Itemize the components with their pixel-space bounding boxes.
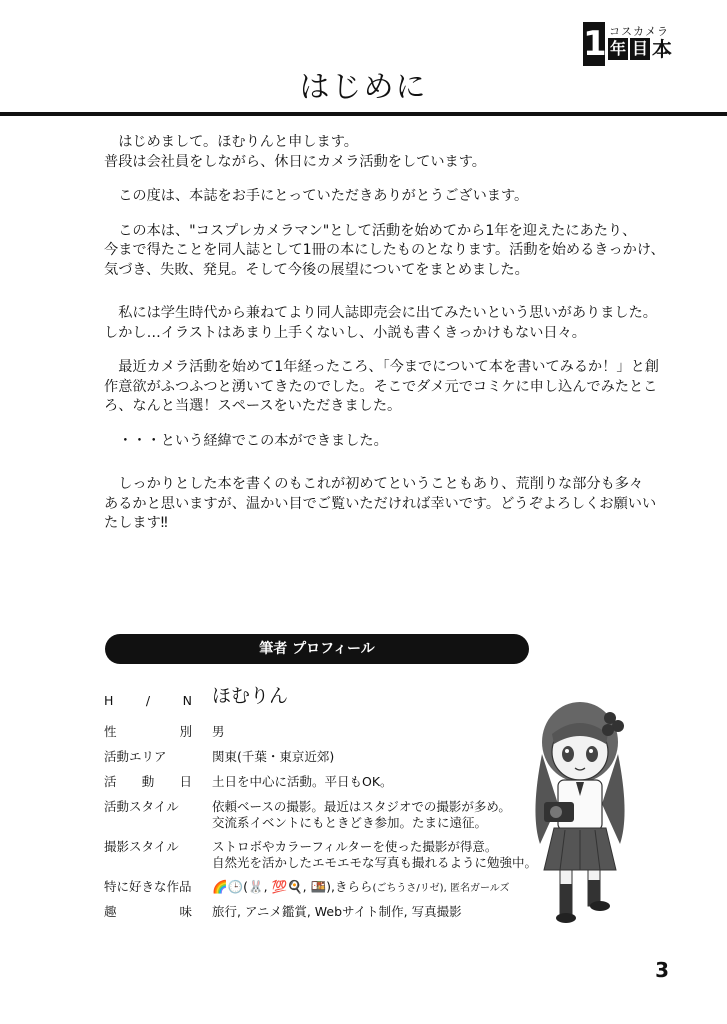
page-number: 3 — [655, 958, 669, 982]
profile-value-line: 交流系イベントにもときどき参加。たまに遠征。 — [212, 815, 488, 830]
profile-label-part: 撮影スタイル — [104, 839, 179, 854]
profile-row — [104, 722, 544, 747]
profile-label-part: 日 — [179, 774, 192, 789]
profile-value-line: 自然光を活かしたエモエモな写真も撮れるように勉強中。 — [212, 855, 538, 870]
profile-label — [104, 877, 192, 895]
profile-table — [104, 685, 544, 927]
badge-me: 目 — [631, 39, 648, 58]
left-shoe — [556, 913, 576, 923]
paragraph: はじめまして。ほむりんと申します。 普段は会社員をしながら、休日にカメラ活動をしています。 — [104, 134, 486, 170]
profile-label-part: 動 — [141, 774, 155, 789]
profile-label-part: 活動スタイル — [104, 799, 179, 814]
profile-value — [212, 685, 544, 707]
profile-value-line: 土日を中心に活動。平日もOK。 — [212, 774, 393, 789]
paragraph: しっかりとした本を書くのもこれが初めてということもあり、荒削りな部分も多々 あるかと思いますが、温かい目でご覧いただければ幸いです。どうぞよろしくお願いい たします‼ — [104, 476, 657, 531]
profile-value — [212, 837, 544, 871]
title-divider — [0, 112, 727, 116]
profile-value — [212, 902, 544, 920]
right-shoe — [590, 901, 610, 911]
badge-book: 本 — [652, 37, 672, 61]
badge-year: 年 — [609, 39, 626, 58]
badge-bottom — [608, 38, 672, 60]
profile-value-line: ほむりん — [212, 685, 289, 707]
profile-label — [104, 902, 192, 920]
profile-row — [104, 837, 544, 877]
profile-value-line: 関東(千葉・東京近郊) — [212, 749, 335, 764]
intro-text — [104, 133, 674, 534]
profile-value-line: 依頼ベースの撮影。最近はスタジオでの撮影が多め。 — [212, 799, 511, 814]
paragraph: この本は、"コスプレカメラマン"として活動を始めてから1年を迎えたにあたり、 今まで得たことを同人誌として1冊の本にしたものとなります。活動を始めるきっかけ、 気づき、失敗、発見。そして今後の展望についてをまとめました。 — [104, 222, 665, 278]
paragraph: 最近カメラ活動を始めて1年経ったころ、「今までについて本を書いてみるか！」と創 作意欲がふつふつと湧いてきたのでした。そこでダメ元でコミケに申し込んでみたとこ ろ、なんと当選！スペースをいただきました。 — [104, 359, 659, 414]
profile-row — [104, 747, 544, 772]
profile-label — [104, 837, 192, 855]
profile-label — [104, 693, 192, 708]
profile-label — [104, 747, 192, 765]
profile-value — [212, 747, 544, 765]
page-title: はじめに — [299, 70, 428, 105]
profile-row — [104, 797, 544, 837]
right-eye — [586, 746, 598, 762]
profile-label-part: / — [145, 693, 151, 708]
profile-value — [212, 722, 544, 740]
profile-heading: 筆者 プロフィール — [105, 634, 529, 664]
profile-row — [104, 685, 544, 722]
profile-row — [104, 902, 544, 927]
profile-label-part: 活 — [104, 774, 117, 789]
profile-label-part: 味 — [179, 904, 192, 919]
book-badge — [583, 22, 699, 66]
paragraph: ・・・という経緯でこの本ができました。 — [104, 432, 388, 449]
profile-value-line: 男 — [212, 724, 225, 739]
profile-label-part: N — [182, 693, 192, 708]
profile-label-part: 性 — [104, 724, 117, 739]
profile-label-part: 趣 — [104, 904, 117, 919]
profile-value-line: ストロボやカラーフィルターを使った撮影が得意。 — [212, 839, 498, 854]
profile-label-part: 活動エリア — [104, 749, 167, 764]
profile-label — [104, 797, 192, 815]
profile-label-part: H — [104, 693, 114, 708]
paragraph: この度は、本誌をお手にとっていただきありがとうございます。 — [104, 188, 529, 204]
badge-top-label: コスカメラ — [609, 25, 669, 38]
badge-number: 1 — [583, 24, 607, 64]
profile-label — [104, 772, 192, 790]
profile-value — [212, 877, 544, 897]
profile-row — [104, 877, 544, 902]
author-illustration — [520, 684, 640, 934]
left-eye — [562, 746, 574, 762]
profile-label-part: 特に好きな作品 — [104, 879, 192, 894]
profile-value — [212, 772, 544, 790]
profile-value — [212, 797, 544, 831]
profile-value-note: (ごちうさ/リゼ), 匿名ガールズ — [372, 883, 510, 894]
profile-label — [104, 722, 192, 740]
paragraph: 私には学生時代から兼ねてより同人誌即売会に出てみたいという思いがありました。 しかし…イラストはあまり上手くないし、小説も書くきっかけもない日々。 — [104, 305, 657, 341]
profile-value-main: 🌈🕒(🐰, 💯🍳, 🍱),きらら — [212, 879, 373, 894]
profile-label-part: 別 — [179, 724, 192, 739]
profile-value-line: 旅行, アニメ鑑賞, Webサイト制作, 写真撮影 — [212, 904, 462, 919]
profile-row — [104, 772, 544, 797]
